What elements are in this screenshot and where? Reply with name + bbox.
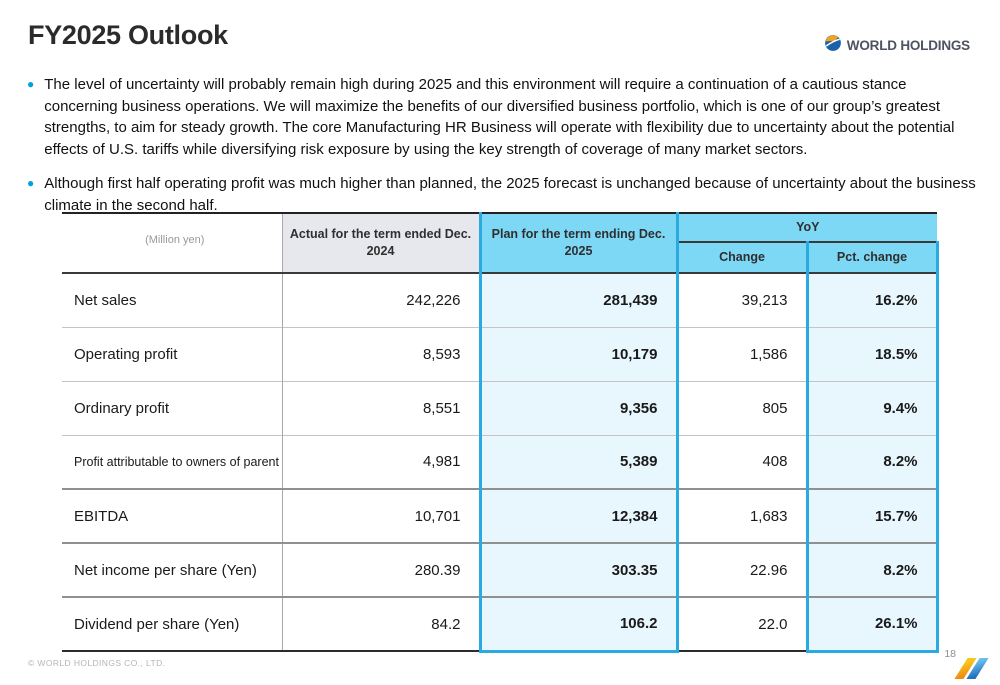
- table-row: [62, 273, 937, 327]
- table-row: [62, 597, 937, 651]
- row-label: Ordinary profit: [62, 381, 282, 435]
- cell-actual: 10,701: [282, 489, 480, 543]
- cell-change: 1,586: [677, 327, 807, 381]
- logo-text: WORLD HOLDINGS: [846, 38, 970, 53]
- header-plan: Plan for the term ending Dec. 2025: [480, 213, 677, 273]
- unit-label: (Million yen): [145, 234, 205, 247]
- bullet-marker-icon: ●: [27, 176, 35, 190]
- cell-plan: 281,439: [480, 273, 677, 327]
- table-row: [62, 489, 937, 543]
- cell-pct-change: 9.4%: [807, 381, 937, 435]
- header-pct-change: Pct. change: [807, 242, 937, 273]
- cell-change: 1,683: [677, 489, 807, 543]
- cell-change: 408: [677, 435, 807, 489]
- table-body: [62, 273, 937, 651]
- cell-change: 22.96: [677, 543, 807, 597]
- cell-actual: 84.2: [282, 597, 480, 651]
- bullet-item: [27, 74, 979, 160]
- cell-change: 805: [677, 381, 807, 435]
- row-label: EBITDA: [62, 489, 282, 543]
- table-row: [62, 381, 937, 435]
- bullet-text: The level of uncertainty will probably remain high during 2025 and this environment will require a continuation of a cautious stance concerning business operations. We will maximize the benefits of our diversified business portfolio, which is one of our group’s greatest strengths, to aim for steady growth. The core Manufacturing HR Business will operate with flexibility due to uncertainty about the potential effects of U.S. tariffs while diversifying risk exposure by using the key strength of coverage of many market sectors.: [44, 76, 955, 158]
- cell-actual: 280.39: [282, 543, 480, 597]
- page-number: 18: [944, 648, 956, 660]
- header-yoy: YoY: [677, 213, 937, 242]
- cell-plan: 5,389: [480, 435, 677, 489]
- cell-pct-change: 16.2%: [807, 273, 937, 327]
- table-row: [62, 327, 937, 381]
- cell-actual: 242,226: [406, 291, 461, 309]
- cell-plan: 303.35: [480, 543, 677, 597]
- unit-label-cell: [62, 213, 282, 273]
- corner-slash-icon: [957, 655, 991, 682]
- header-change: Change: [677, 242, 807, 273]
- row-label: Net income per share (Yen): [62, 543, 282, 597]
- company-logo: [824, 34, 970, 57]
- cell-pct-change: 8.2%: [807, 543, 937, 597]
- table-row: [62, 435, 937, 489]
- row-label: Profit attributable to owners of parent: [62, 435, 282, 489]
- footer-copyright: © WORLD HOLDINGS CO., LTD.: [28, 658, 166, 668]
- row-label: Operating profit: [62, 327, 282, 381]
- cell-actual: 8,593: [282, 327, 480, 381]
- cell-plan: 9,356: [480, 381, 677, 435]
- page-title: FY2025 Outlook: [28, 20, 228, 50]
- bullet-item: [27, 173, 979, 216]
- logo-globe-icon: [824, 34, 842, 57]
- cell-pct-change: 18.5%: [807, 327, 937, 381]
- row-label: Net sales: [62, 273, 282, 327]
- table-header: [62, 213, 937, 273]
- cell-pct-change: 15.7%: [807, 489, 937, 543]
- bullet-marker-icon: ●: [27, 77, 35, 91]
- header-actual: Actual for the term ended Dec. 2024: [282, 213, 480, 273]
- bullet-text: Although first half operating profit was much higher than planned, the 2025 forecast is unchanged because of uncertainty about the business climate in the second half.: [44, 175, 976, 214]
- table-row: [62, 543, 937, 597]
- cell-plan: 106.2: [480, 597, 677, 651]
- cell-change: 22.0: [677, 597, 807, 651]
- row-label: Dividend per share (Yen): [62, 597, 282, 651]
- cell-change: 39,213: [741, 291, 788, 309]
- cell-actual: 8,551: [282, 381, 480, 435]
- cell-pct-change: 8.2%: [807, 435, 937, 489]
- cell-pct-change: 26.1%: [807, 597, 937, 651]
- outlook-table: [62, 212, 939, 653]
- bullet-list: [27, 74, 979, 229]
- cell-plan: 10,179: [480, 327, 677, 381]
- cell-actual: 4,981: [282, 435, 480, 489]
- cell-plan: 12,384: [480, 489, 677, 543]
